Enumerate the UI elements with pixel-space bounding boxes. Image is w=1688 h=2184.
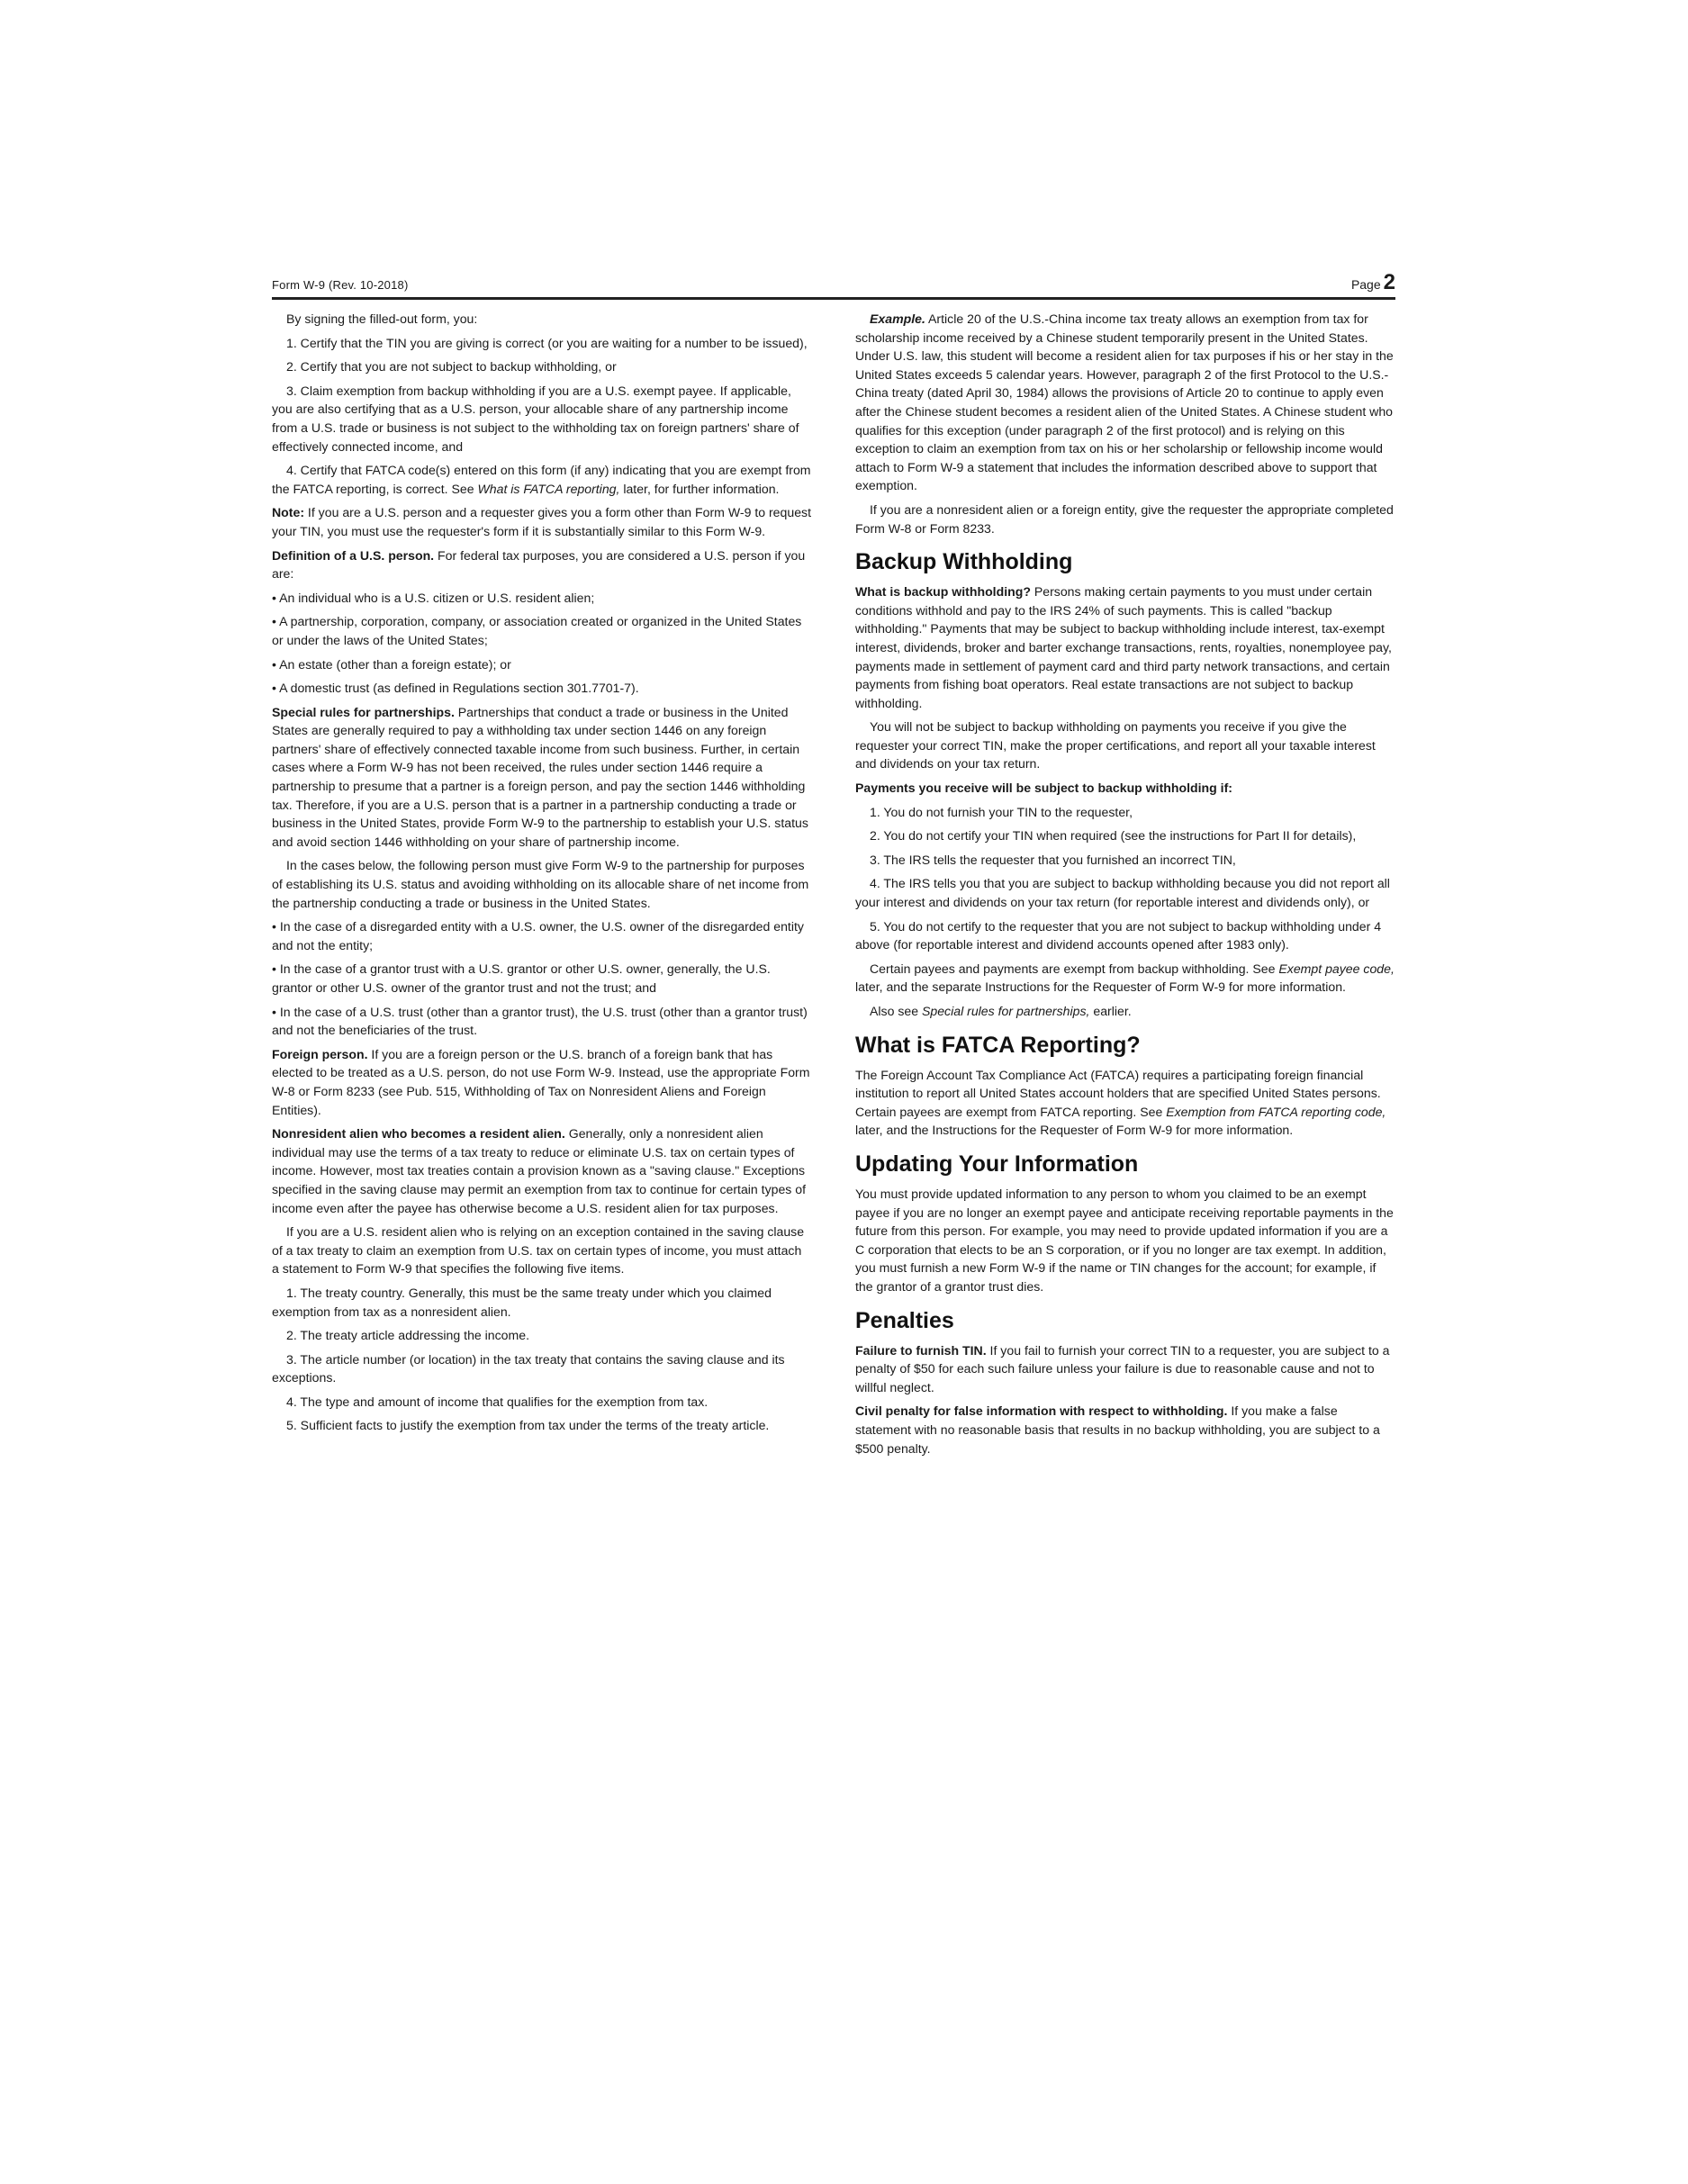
bullet-item: • In the case of a grantor trust with a U.S. grantor or other U.S. owner, generally, the U.S. grantor or other U.S. owner of the grantor trust and not the trust; and bbox=[272, 961, 771, 995]
text-run: Partnerships that conduct a trade or business in the United States are generally required to pay a withholding tax under section 1446 on any foreign partners' share of effectively connected taxable income from such business. Further, in certain cases where a Form W-9 has not been received, the rules under section 1446 require a partnership to presume that a partner is a foreign person, and pay the section 1446 withholding tax. Therefore, if you are a U.S. person that is a partner in a partnership conducting a trade or business in the United States, provide Form W-9 to the partnership to establish your U.S. status and avoid section 1446 withholding on your share of partnership income. bbox=[272, 704, 808, 849]
list-item: 5. Sufficient facts to justify the exemption from tax under the terms of the treaty article. bbox=[286, 1418, 770, 1433]
page-word: Page bbox=[1350, 277, 1381, 292]
run-in-heading: Example. bbox=[870, 311, 925, 326]
cross-reference: Special rules for partnerships, bbox=[921, 1004, 1090, 1018]
bullet-item: • In the case of a U.S. trust (other than a grantor trust), the U.S. trust (other than a grantor trust) and not the beneficiaries of the trust. bbox=[272, 1004, 808, 1038]
paragraph bbox=[855, 1002, 1395, 1021]
run-in-heading: Failure to furnish TIN. bbox=[855, 1342, 987, 1358]
paragraph bbox=[855, 1066, 1395, 1140]
text-run: For federal tax purposes, you are considered a U.S. person if you are: bbox=[272, 547, 806, 582]
text-run: earlier. bbox=[1089, 1004, 1132, 1018]
bullet-item: • In the case of a disregarded entity with a U.S. owner, the U.S. owner of the disregarded entity and not the entity; bbox=[272, 919, 804, 952]
bullet-item: • An individual who is a U.S. citizen or U.S. resident alien; bbox=[272, 590, 595, 605]
text-run: later, and the separate Instructions for the Requester of Form W-9 for more information. bbox=[855, 979, 1346, 995]
text-run: The Foreign Account Tax Compliance Act (FATCA) requires a participating foreign financial institution to report all United States account holders that are specified United States persons. Certain payees are exempt from FATCA reporting. See bbox=[855, 1067, 1381, 1119]
paragraph: If you are a U.S. resident alien who is relying on an exception contained in the saving clause of a tax treaty to claim an exemption from U.S. tax on certain types of income, you must attach a statement to Form W-9 that specifies the following five items. bbox=[272, 1224, 805, 1277]
form-identifier: Form W-9 (Rev. 10-2018) bbox=[272, 278, 409, 292]
run-in-heading: Definition of a U.S. person. bbox=[272, 547, 435, 563]
section-heading-penalties: Penalties bbox=[855, 1307, 954, 1333]
text-run: Also see bbox=[870, 1004, 922, 1018]
paragraph bbox=[855, 960, 1395, 997]
text-run: 4. Certify that FATCA code(s) entered on this form (if any) indicating that you are exempt from the FATCA reporting, is correct. See bbox=[272, 463, 811, 496]
text-run: later, and the Instructions for the Requester of Form W-9 for more information. bbox=[855, 1123, 1294, 1138]
example-paragraph bbox=[855, 310, 1395, 495]
run-in-heading: Note: bbox=[272, 505, 305, 520]
section-heading-backup-withholding: Backup Withholding bbox=[855, 549, 1073, 575]
text-run: If you fail to furnish your correct TIN to a requester, you are subject to a penalty of $50 for each such failure unless your failure is due to reasonable cause and not to willful neglect. bbox=[855, 1342, 1390, 1394]
partnership-rules-paragraph bbox=[272, 703, 812, 852]
run-in-heading: Payments you receive will be subject to backup withholding if: bbox=[855, 781, 1232, 796]
right-column bbox=[855, 310, 1395, 1463]
run-in-heading: Special rules for partnerships. bbox=[272, 704, 455, 719]
note-paragraph bbox=[272, 503, 812, 540]
list-item: 4. The type and amount of income that qualifies for the exemption from tax. bbox=[286, 1394, 709, 1409]
left-column bbox=[272, 310, 812, 1440]
paragraph: By signing the filled-out form, you: bbox=[286, 311, 478, 326]
definition-paragraph bbox=[272, 546, 812, 583]
list-item: 2. The treaty article addressing the income. bbox=[286, 1328, 530, 1343]
list-item: 5. You do not certify to the requester that you are not subject to backup withholding under 4 above (for reportable interest and dividend accounts opened after 1983 only). bbox=[855, 918, 1382, 952]
run-in-heading: Nonresident alien who becomes a resident alien. bbox=[272, 1126, 565, 1142]
list-item: 2. You do not certify your TIN when required (see the instructions for Part II for details), bbox=[870, 828, 1357, 844]
list-item: 3. The IRS tells the requester that you furnished an incorrect TIN, bbox=[870, 852, 1236, 867]
text-run: Generally, only a nonresident alien individual may use the terms of a tax treaty to reduce or eliminate U.S. tax on certain types of income. However, most tax treaties contain a provision known as a "saving clause." Exceptions specified in the saving clause may permit an exemption from tax to continue for certain types of income even after the payee has otherwise become a U.S. resident alien for tax purposes. bbox=[272, 1126, 807, 1215]
text-run: If you make a false statement with no reasonable basis that results in no backup withholding, you are subject to a $500 penalty. bbox=[855, 1403, 1380, 1456]
list-item: 1. Certify that the TIN you are giving is correct (or you are waiting for a number to be issued), bbox=[286, 335, 808, 350]
foreign-person-paragraph bbox=[272, 1045, 812, 1119]
run-in-heading: Foreign person. bbox=[272, 1046, 368, 1061]
list-item: 1. The treaty country. Generally, this must be the same treaty under which you claimed exemption from tax as a nonresident alien. bbox=[272, 1285, 772, 1319]
list-item: 1. You do not furnish your TIN to the requester, bbox=[870, 804, 1133, 819]
paragraph: You must provide updated information to any person to whom you claimed to be an exempt payee if you are no longer an exempt payee and anticipate receiving reportable payments in the future from this person. For example, you may need to provide updated information if you are a C corporation that elects to be an S corporation, or if you no longer are tax exempt. In addition, you must furnish a new Form W-9 if the name or TIN changes for the account; for example, if the grantor of a grantor trust dies. bbox=[855, 1186, 1394, 1294]
bullet-item: • A domestic trust (as defined in Regulations section 301.7701-7). bbox=[272, 681, 639, 696]
page-indicator bbox=[1351, 270, 1395, 295]
list-item bbox=[272, 461, 812, 498]
section-heading-updating-information: Updating Your Information bbox=[855, 1151, 1139, 1177]
text-run: Certain payees and payments are exempt from backup withholding. See bbox=[870, 961, 1279, 976]
paragraph bbox=[855, 1341, 1395, 1397]
text-run: Persons making certain payments to you must under certain conditions withhold and pay to the IRS 24% of such payments. This is called "backup withholding." Payments that may be subject to backup withholding include interest, tax-exempt interest, dividends, broker and barter exchange transactions, rents, royalties, nonemployee pay, payments made in settlement of payment card and third party network transactions, and certain payments from fishing boat operators. Real estate transactions are not subject to backup withholding. bbox=[855, 584, 1392, 710]
cross-reference: Exempt payee code, bbox=[1278, 961, 1395, 976]
text-run: If you are a foreign person or the U.S. branch of a foreign bank that has elected to be treated as a U.S. person, do not use Form W-9. Instead, use the appropriate Form W-8 or Form 8233 (see Pub. 515, Withholding of Tax on Nonresident Aliens and Foreign Entities). bbox=[272, 1046, 810, 1117]
text-run: If you are a U.S. person and a requester gives you a form other than Form W-9 to request your TIN, you must use the requester's form if it is substantially similar to this Form W-9. bbox=[272, 505, 812, 538]
paragraph bbox=[855, 582, 1395, 712]
page-header bbox=[272, 270, 1395, 300]
list-item: 2. Certify that you are not subject to backup withholding, or bbox=[286, 359, 617, 375]
bullet-item: • An estate (other than a foreign estate); or bbox=[272, 656, 511, 672]
nonresident-alien-paragraph bbox=[272, 1124, 812, 1217]
cross-reference: Exemption from FATCA reporting code, bbox=[1166, 1104, 1386, 1119]
paragraph: In the cases below, the following person must give Form W-9 to the partnership for purposes of establishing its U.S. status and avoiding withholding on its allocable share of net income from the partnership conducting a trade or business in the United States. bbox=[272, 858, 809, 910]
text-run: Article 20 of the U.S.-China income tax treaty allows an exemption from tax for scholarship income received by a Chinese student temporarily present in the United States. Under U.S. law, this student will become a resident alien for tax purposes if his or her stay in the United States exceeds 5 calendar years. However, paragraph 2 of the first Protocol to the U.S.-China treaty (dated April 30, 1984) allows the provisions of Article 20 to continue to apply even after the Chinese student becomes a resident alien of the United States. A Chinese student who qualifies for this exception (under paragraph 2 of the first protocol) and is relying on this exception to claim an exemption from tax on his or her scholarship or fellowship income would attach to Form W-9 a statement that includes the information described above to support that exemption. bbox=[855, 311, 1394, 493]
list-item: 4. The IRS tells you that you are subject to backup withholding because you did not report all your interest and dividends on your tax return (for reportable interest and dividends only), or bbox=[855, 876, 1390, 910]
page-number: 2 bbox=[1383, 270, 1395, 294]
section-heading-fatca-reporting: What is FATCA Reporting? bbox=[855, 1032, 1141, 1058]
paragraph bbox=[855, 1402, 1395, 1458]
run-in-heading: Civil penalty for false information with respect to withholding. bbox=[855, 1403, 1228, 1419]
list-item: 3. Claim exemption from backup withholding if you are a U.S. exempt payee. If applicable, you are also certifying that as a U.S. person, your allocable share of any partnership income from a U.S. trade or business is not subject to the withholding tax on foreign partners' share of effectively connected income, and bbox=[272, 383, 799, 454]
subheading bbox=[855, 779, 1395, 798]
list-item: 3. The article number (or location) in the tax treaty that contains the saving clause and its exceptions. bbox=[272, 1351, 785, 1385]
text-run: later, for further information. bbox=[619, 481, 780, 496]
run-in-heading: What is backup withholding? bbox=[855, 584, 1031, 600]
bullet-item: • A partnership, corporation, company, or association created or organized in the United States or under the laws of the United States; bbox=[272, 614, 802, 647]
cross-reference: What is FATCA reporting, bbox=[477, 481, 620, 496]
paragraph: You will not be subject to backup withholding on payments you receive if you give the requester your correct TIN, make the proper certifications, and report all your taxable interest and dividends on your tax return. bbox=[855, 719, 1376, 772]
paragraph: If you are a nonresident alien or a foreign entity, give the requester the appropriate completed Form W-8 or Form 8233. bbox=[855, 501, 1394, 536]
